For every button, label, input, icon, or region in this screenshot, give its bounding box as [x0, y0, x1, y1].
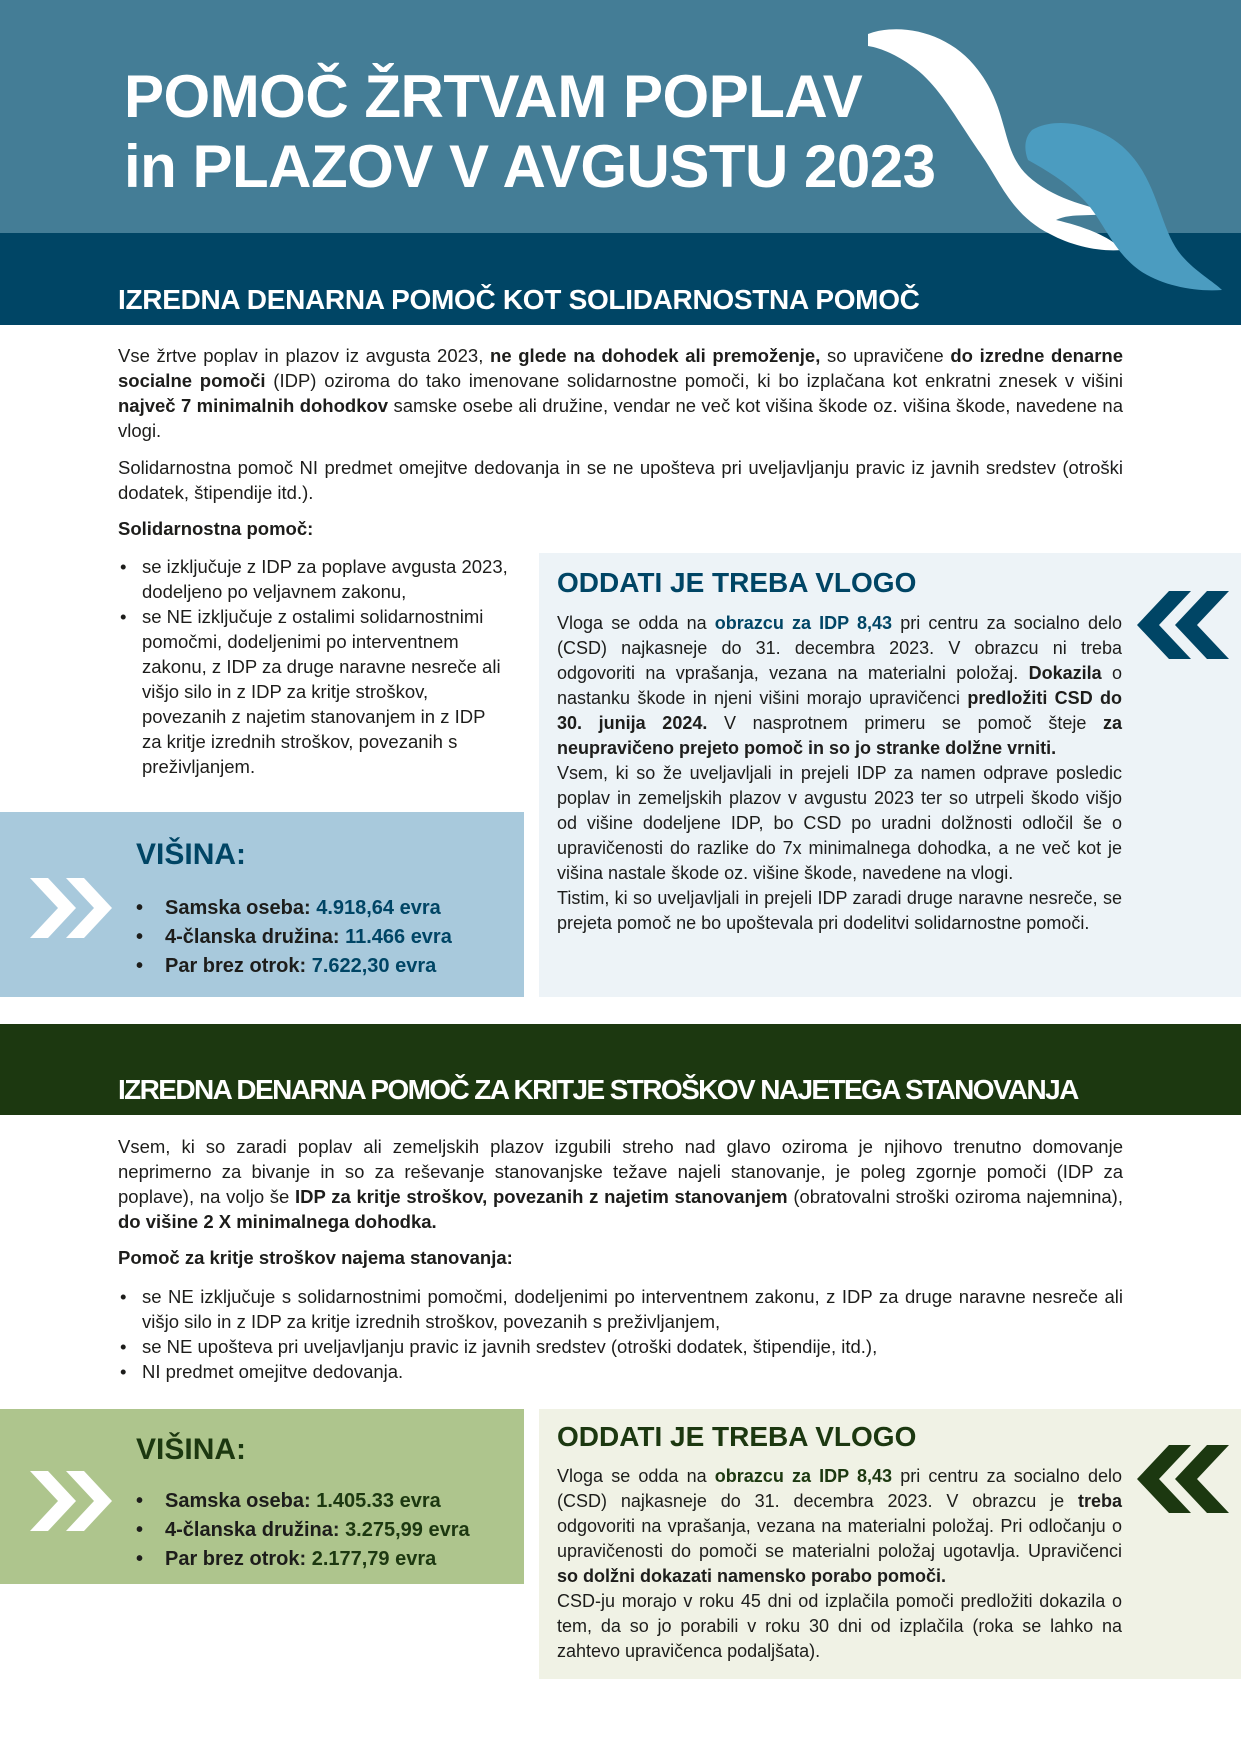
list-item: • se NE upošteva pri uveljavljanju pravic iz javnih sredstev (otroški dodatek, štipendije, itd.), — [118, 1334, 1123, 1359]
double-chevron-left-icon — [1137, 1443, 1229, 1515]
double-chevron-right-icon — [30, 874, 114, 942]
section2-amount-box — [0, 1409, 524, 1584]
section1-amount-box — [0, 812, 524, 997]
section2-label: Pomoč za kritje stroškov najema stanovanja: — [118, 1247, 513, 1268]
double-chevron-right-icon — [30, 1467, 114, 1535]
section1-amount-list — [136, 894, 452, 981]
list-item: • Samska oseba: 4.918,64 evra — [136, 894, 452, 923]
list-item: • se NE izključuje s solidarnostnimi pomočmi, dodeljenimi po interventnem zakonu, z IDP za druge naravne nesreče ali višjo silo in z IDP za kritje izrednih stroškov, povezanih s preživljanjem, — [118, 1284, 1123, 1334]
section1-amount-title: VIŠINA: — [136, 838, 247, 871]
list-item: • se NE izključuje z ostalimi solidarnostnimi pomočmi, dodeljenimi po interventnem zakonu, z IDP za druge naravne nesreče ali višjo silo in z IDP za kritje stroškov, povezanih z najetim stanovanjem in z IDP za kritje izrednih stroškov, povezanih s preživljanjem. — [118, 604, 508, 779]
list-item: • 4-članska družina: 11.466 evra — [136, 923, 452, 952]
section2-amount-title: VIŠINA: — [136, 1433, 247, 1466]
section1-application-text: Vloga se odda na obrazcu za IDP 8,43 pri centru za socialno delo (CSD) najkasneje do 31. decembra 2023. V obrazcu ni treba odgovoriti na vprašanja, vezana na materialni položaj. Dokazila o nastanku škode in njeni višini morajo upravičenci predložiti CSD do 30. junija 2024. V nasprotnem primeru se pomoč šteje za neupravičeno prejeto pomoč in so jo stranke dolžne vrniti. Vsem, ki so že uveljavljali in prejeli IDP za namen odprave posledic poplav in zemeljskih plazov v avgustu 2023 ter so utrpeli škodo višjo od višine dodeljene IDP, bo CSD po uradni dolžnosti odločil še o upravičenosti do razlike do 7x minimalnega dohodka, a ne več kot je višina nastale škode oz. višine škode, navedene na vlogi. Tistim, ki so uveljavljali in prejeli IDP zaradi druge naravne nesreče, se prejeta pomoč ne bo upoštevala pri dodelitvi solidarnostne pomoči. — [557, 613, 1123, 933]
section1-label: Solidarnostna pomoč: — [118, 518, 314, 539]
list-item: • Par brez otrok: 7.622,30 evra — [136, 952, 452, 981]
section1-application-title: ODDATI JE TREBA VLOGO — [557, 567, 917, 598]
list-item: • Samska oseba: 1.405.33 evra — [136, 1487, 470, 1516]
section2-application-title: ODDATI JE TREBA VLOGO — [557, 1421, 917, 1452]
hands-icon — [860, 20, 1230, 310]
section1-paragraph2: Solidarnostna pomoč NI predmet omejitve dedovanja in se ne upošteva pri uveljavljanju pravic iz javnih sredstev (otroški dodatek, štipendije itd.). — [118, 457, 1123, 503]
section2-intro: Vsem, ki so zaradi poplav ali zemeljskih plazov izgubili streho nad glavo oziroma je njihovo trenutno domovanje neprimerno za bivanje in so za reševanje stanovanjske težave najeli stanovanje, je poleg zgornje pomoči (IDP za poplave), na voljo še IDP za kritje stroškov, povezanih z najetim stanovanjem (obratovalni stroški oziroma najemnina), do višine 2 X minimalnega dohodka. — [118, 1136, 1123, 1232]
section1-intro: Vse žrtve poplav in plazov iz avgusta 2023, ne glede na dohodek ali premoženje, so upravičene do izredne denarne socialne pomoči (IDP) oziroma do tako imenovane solidarnostne pomoči, ki bo izplačana kot enkratni znesek v višini največ 7 minimalnih dohodkov samske osebe ali družine, vendar ne več kot višina škode oz. višina škode, navedene na vlogi. — [118, 345, 1123, 441]
section2-application-text: Vloga se odda na obrazcu za IDP 8,43 pri centru za socialno delo (CSD) najkasneje do 31. decembra 2023. V obrazcu je treba odgovoriti na vprašanja, vezana na materialni položaj. Pri odločanju o upravičenosti do pomoči se materialni položaj ugotavlja. Upravičenci so dolžni dokazati namensko porabo pomoči. CSD-ju morajo v roku 45 dni od izplačila pomoči predložiti dokazila o tem, da so jo porabili v roku 30 dni od izplačila (roka se lahko na zahtevo upravičenca podaljšata). — [557, 1466, 1122, 1661]
section2-amount-list — [136, 1487, 470, 1574]
section1-application-panel — [539, 553, 1241, 997]
section1-title: IZREDNA DENARNA POMOČ KOT SOLIDARNOSTNA POMOČ — [118, 284, 920, 315]
list-item: • 4-članska družina: 3.275,99 evra — [136, 1516, 470, 1545]
section1-bullet-list — [118, 554, 508, 779]
list-item: • NI predmet omejitve dedovanja. — [118, 1359, 1123, 1384]
section2-title: IZREDNA DENARNA POMOČ ZA KRITJE STROŠKOV NAJETEGA STANOVANJA — [118, 1074, 1078, 1105]
page-title-line2: in PLAZOV V AVGUSTU 2023 — [124, 133, 936, 200]
section2-bullet-list — [118, 1284, 1123, 1384]
double-chevron-left-icon — [1137, 589, 1229, 661]
list-item: • Par brez otrok: 2.177,79 evra — [136, 1545, 470, 1574]
page-title-line1: POMOČ ŽRTVAM POPLAV — [124, 63, 863, 130]
section2-application-panel — [539, 1409, 1241, 1679]
list-item: • se izključuje z IDP za poplave avgusta 2023, dodeljeno po veljavnem zakonu, — [118, 554, 508, 604]
